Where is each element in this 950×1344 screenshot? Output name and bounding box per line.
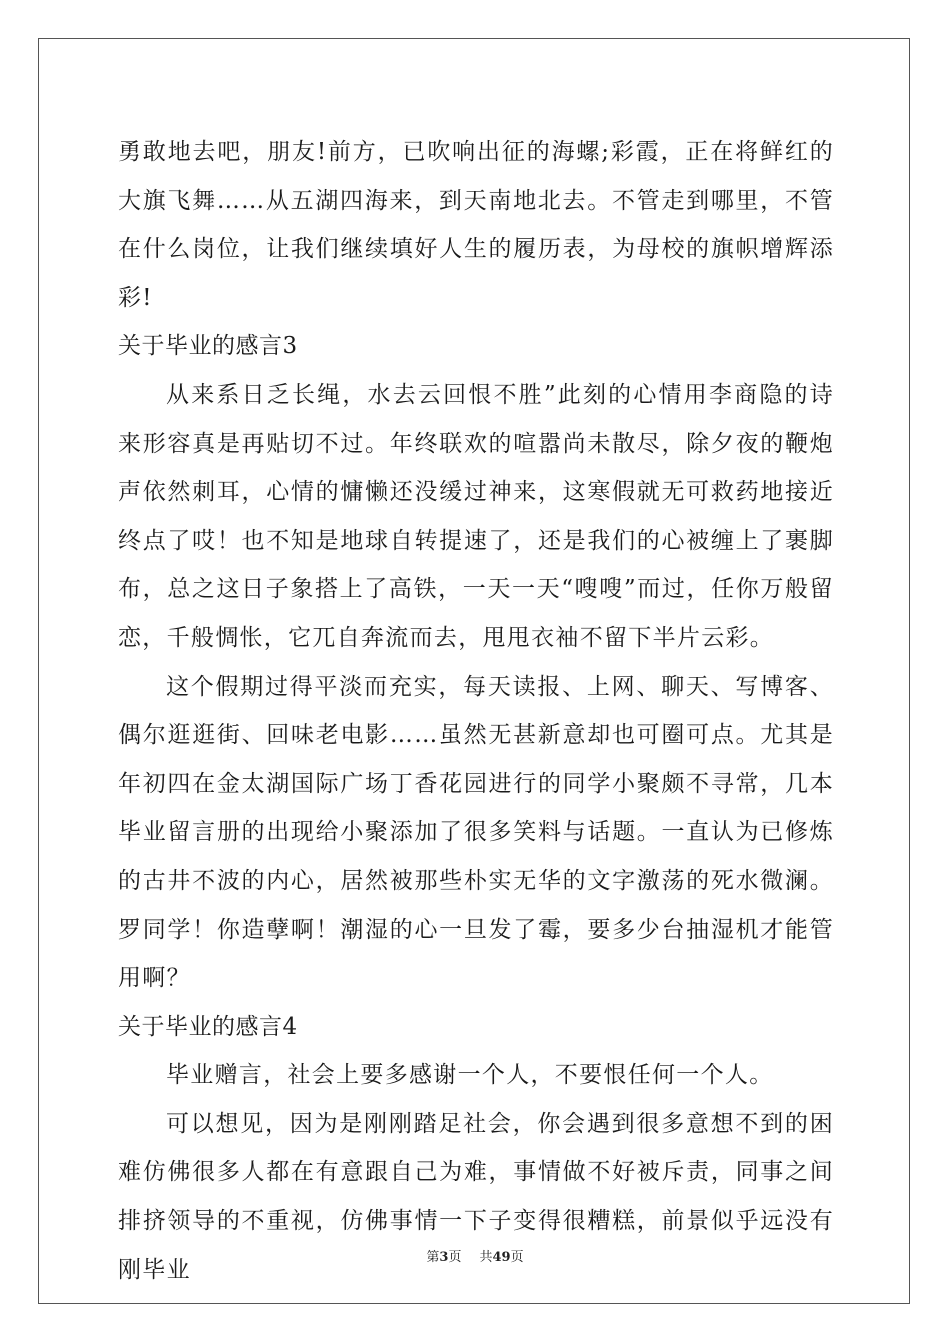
document-body: [118, 128, 834, 1294]
paragraph: 这个假期过得平淡而充实，每天读报、上网、聊天、写博客、偶尔逛逛街、回味老电影……虽然无甚新意却也可圈可点。尤其是年初四在金太湖国际广场丁香花园进行的同学小聚颇不寻常，几本毕业留言册的出现给小聚添加了很多笑料与话题。一直认为已修炼的古井不波的内心，居然被那些朴实无华的文字激荡的死水微澜。罗同学！你造孽啊！潮湿的心一旦发了霉，要多少台抽湿机才能管用啊？: [118, 673, 834, 992]
paragraph: 可以想见，因为是刚刚踏足社会，你会遇到很多意想不到的困难仿佛很多人都在有意跟自己为难，事情做不好被斥责，同事之间排挤领导的不重视，仿佛事情一下子变得很糟糕，前景似乎远没有刚毕业: [118, 1110, 834, 1283]
paragraph: 勇敢地去吧，朋友!前方，已吹响出征的海螺;彩霞，正在将鲜红的大旗飞舞……从五湖四海来，到天南地北去。不管走到哪里，不管在什么岗位，让我们继续填好人生的履历表，为母校的旗帜增辉添彩!: [118, 139, 834, 311]
paragraph: 毕业赠言，社会上要多感谢一个人，不要恨任何一个人。: [166, 1062, 774, 1089]
total-page-number: 49: [492, 1250, 511, 1265]
page-label: 第3页: [426, 1250, 462, 1265]
page-footer: [0, 1246, 950, 1265]
section-heading: 关于毕业的感言4: [118, 1013, 298, 1040]
section-heading: 关于毕业的感言3: [118, 333, 298, 360]
total-pages-label: 共49页: [479, 1250, 524, 1265]
paragraph: 从来系日乏长绳，水去云回恨不胜”此刻的心情用李商隐的诗来形容真是再贴切不过。年终联欢的喧嚣尚未散尽，除夕夜的鞭炮声依然刺耳，心情的慵懒还没缓过神来，这寒假就无可救药地接近终点了哎！也不知是地球自转提速了，还是我们的心被缠上了裹脚布，总之这日子象搭上了高铁，一天一天“嗖嗖”而过，任你万般留恋，千般惆怅，它兀自奔流而去，甩甩衣袖不留下半片云彩。: [118, 381, 834, 651]
current-page-number: 3: [439, 1250, 449, 1265]
